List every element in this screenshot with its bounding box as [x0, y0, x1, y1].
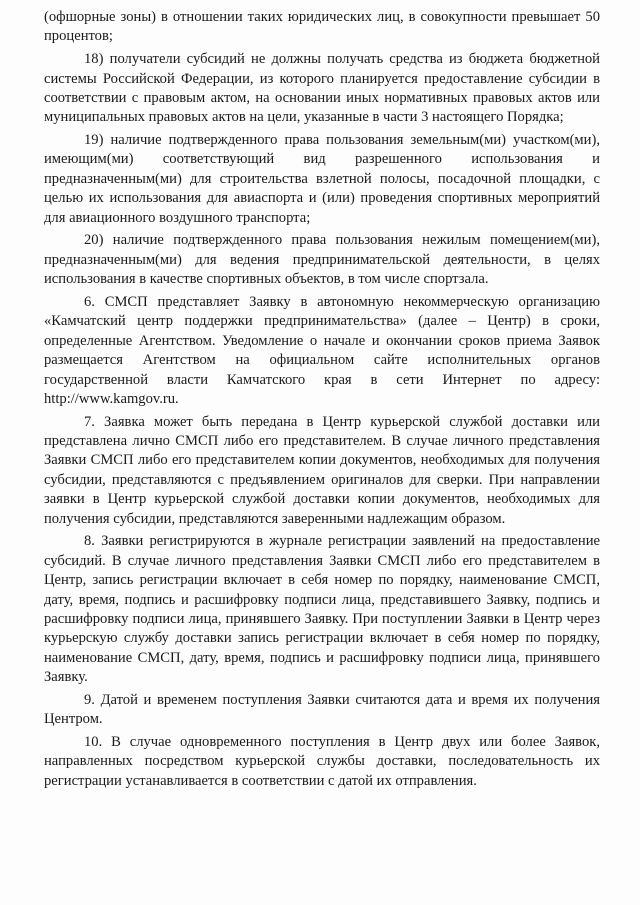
paragraph-section-8: 8. Заявки регистрируются в журнале регистрации заявлений на предоставление субсидий. В случае личного представления Заявки СМСП либо его представителем в Центр, запись регистрации включает в себя номер по порядку, наименование СМСП, дату, время, подпись и расшифровку подписи лица, представившего Заявку, подпись и расшифровку подписи лица, принявшего Заявку. При поступлении Заявки в Центр через курьерскую службу доставки запись регистрации включает в себя номер по порядку, наименование СМСП, дату, время, подпись и расшифровку подписи лица, принявшего Заявку.: [44, 533, 600, 686]
paragraph-item-20: 20) наличие подтвержденного права пользования нежилым помещением(ми), предназначенным(ми) для ведения предпринимательской деятельности, в целях использования в качестве спортивных объектов, в том числе спортзала.: [44, 232, 600, 288]
paragraph-section-10: 10. В случае одновременного поступления в Центр двух или более Заявок, направленных посредством курьерской службы доставки, последовательность их регистрации устанавливается в соответствии с датой их отправления.: [44, 734, 600, 789]
paragraph-section-9: 9. Датой и временем поступления Заявки считаются дата и время их получения Центром.: [44, 691, 600, 728]
document-body: [44, 8, 600, 795]
paragraph-item-19: 19) наличие подтвержденного права пользования земельным(ми) участком(ми), имеющим(ми) соответствующий вид разрешенного использования и предназначенным(ми) для строительства взлетной полосы, посадочной площадки, с целью их использования для авиаспорта и (или) проведения спортивных мероприятий для авиационного воздушного транспорта;: [44, 132, 600, 226]
paragraph-item-18: 18) получатели субсидий не должны получать средства из бюджета бюджетной системы Российской Федерации, из которого планируется предоставление субсидии в соответствии с правовым актом, на основании иных нормативных правовых актов или муниципальных правовых актов на цели, указанные в части 3 настоящего Порядка;: [44, 51, 600, 126]
paragraph-section-7: 7. Заявка может быть передана в Центр курьерской службой доставки или представлена лично СМСП либо его представителем. В случае личного представления Заявки СМСП либо его представителем копии документов, необходимых для получения субсидии, представляются с предъявлением оригиналов для сверки. При направлении заявки в Центр курьерской службой доставки копии документов, необходимых для получения субсидии, представляются заверенными надлежащим образом.: [44, 413, 600, 527]
paragraph-continuation: (офшорные зоны) в отношении таких юридических лиц, в совокупности превышает 50 процентов;: [44, 9, 600, 45]
paragraph-section-6: 6. СМСП представляет Заявку в автономную некоммерческую организацию «Камчатский центр поддержки предпринимательства» (далее – Центр) в сроки, определенные Агентством. Уведомление о начале и окончании сроков приема Заявок размещается Агентством на официальном сайте исполнительных органов государственной власти Камчатского края в сети Интернет по адресу: http://www.kamgov.ru.: [44, 293, 600, 407]
